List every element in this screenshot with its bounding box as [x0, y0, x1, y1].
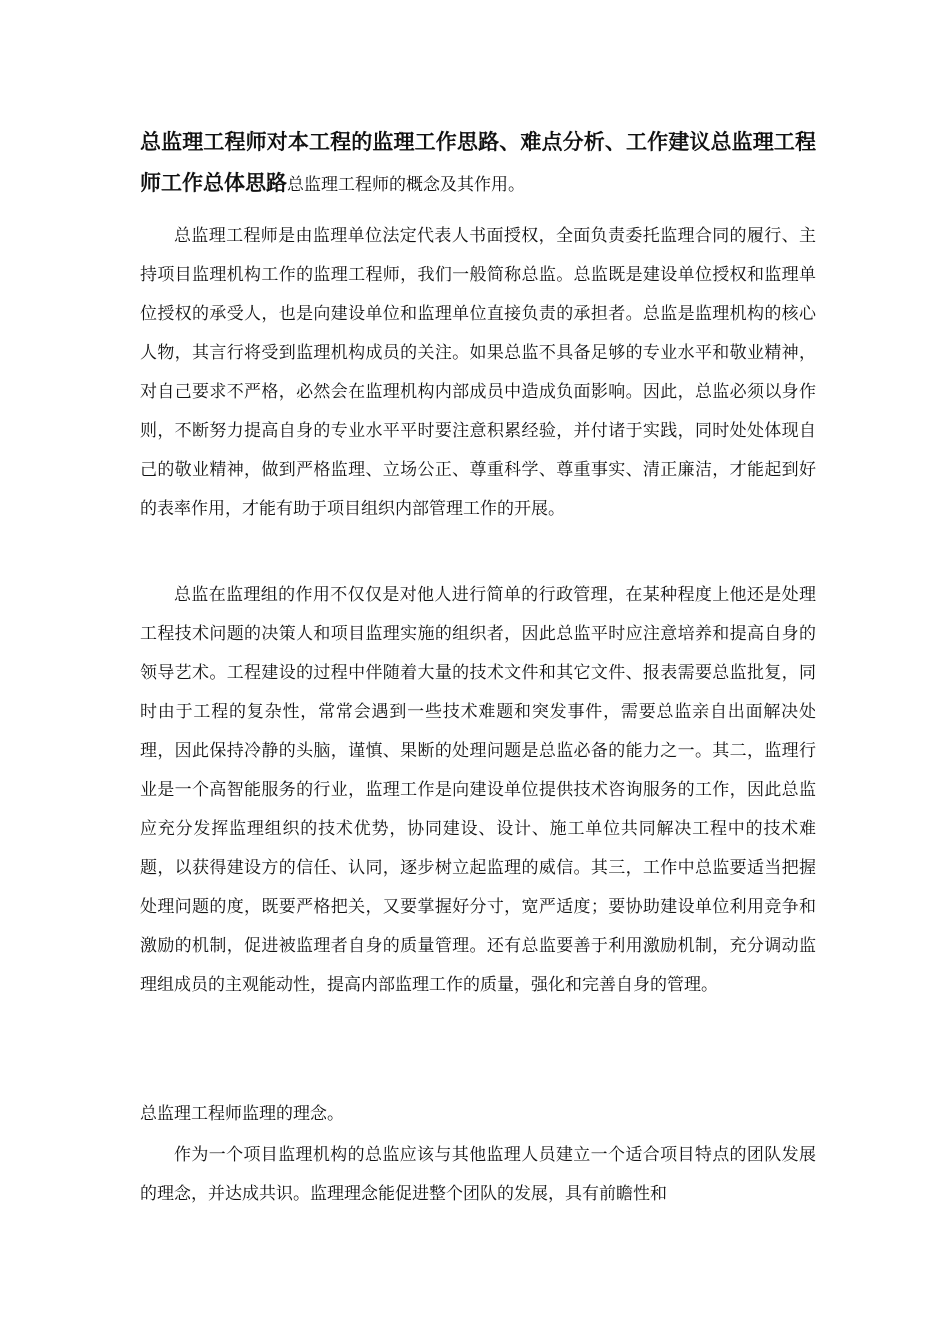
- document-heading: [140, 122, 816, 206]
- heading-subtitle: 总监理工程师的概念及其作用。: [287, 175, 525, 195]
- paragraph-definition: 总监理工程师是由监理单位法定代表人书面授权，全面负责委托监理合同的履行、主持项目监理机构工作的监理工程师，我们一般简称总监。总监既是建设单位授权和监理单位授权的承受人，也是向建设单位和监理单位直接负责的承担者。总监是监理机构的核心人物，其言行将受到监理机构成员的关注。如果总监不具备足够的专业水平和敬业精神，对自己要求不严格，必然会在监理机构内部成员中造成负面影响。因此，总监必须以身作则，不断努力提高自身的专业水平平时要注意积累经验，并付诸于实践，同时处处体现自己的敬业精神，做到严格监理、立场公正、尊重科学、尊重事实、清正廉洁，才能起到好的表率作用，才能有助于项目组织内部管理工作的开展。: [140, 226, 816, 519]
- heading-title: 总监理工程师对本工程的监理工作思路、难点分析、工作建议总监理工程师工作总体思路: [140, 130, 816, 195]
- paragraph-role: 总监在监理组的作用不仅仅是对他人进行简单的行政管理，在某种程度上他还是处理工程技术问题的决策人和项目监理实施的组织者，因此总监平时应注意培养和提高自身的领导艺术。工程建设的过程中伴随着大量的技术文件和其它文件、报表需要总监批复，同时由于工程的复杂性，常常会遇到一些技术难题和突发事件，需要总监亲自出面解决处理，因此保持冷静的头脑，谨慎、果断的处理问题是总监必备的能力之一。其二，监理行业是一个高智能服务的行业，监理工作是向建设单位提供技术咨询服务的工作，因此总监应充分发挥监理组织的技术优势，协同建设、设计、施工单位共同解决工程中的技术难题，以获得建设方的信任、认同，逐步树立起监理的威信。其三，工作中总监要适当把握处理问题的度，既要严格把关，又要掌握好分寸，宽严适度；要协助建设单位利用竞争和激励的机制，促进被监理者自身的质量管理。还有总监要善于利用激励机制，充分调动监理组成员的主观能动性，提高内部监理工作的质量，强化和完善自身的管理。: [140, 585, 816, 995]
- section-subheading: 总监理工程师监理的理念。: [140, 1104, 344, 1124]
- paragraph-philosophy: 作为一个项目监理机构的总监应该与其他监理人员建立一个适合项目特点的团队发展的理念，并达成共识。监理理念能促进整个团队的发展，具有前瞻性和: [140, 1145, 816, 1204]
